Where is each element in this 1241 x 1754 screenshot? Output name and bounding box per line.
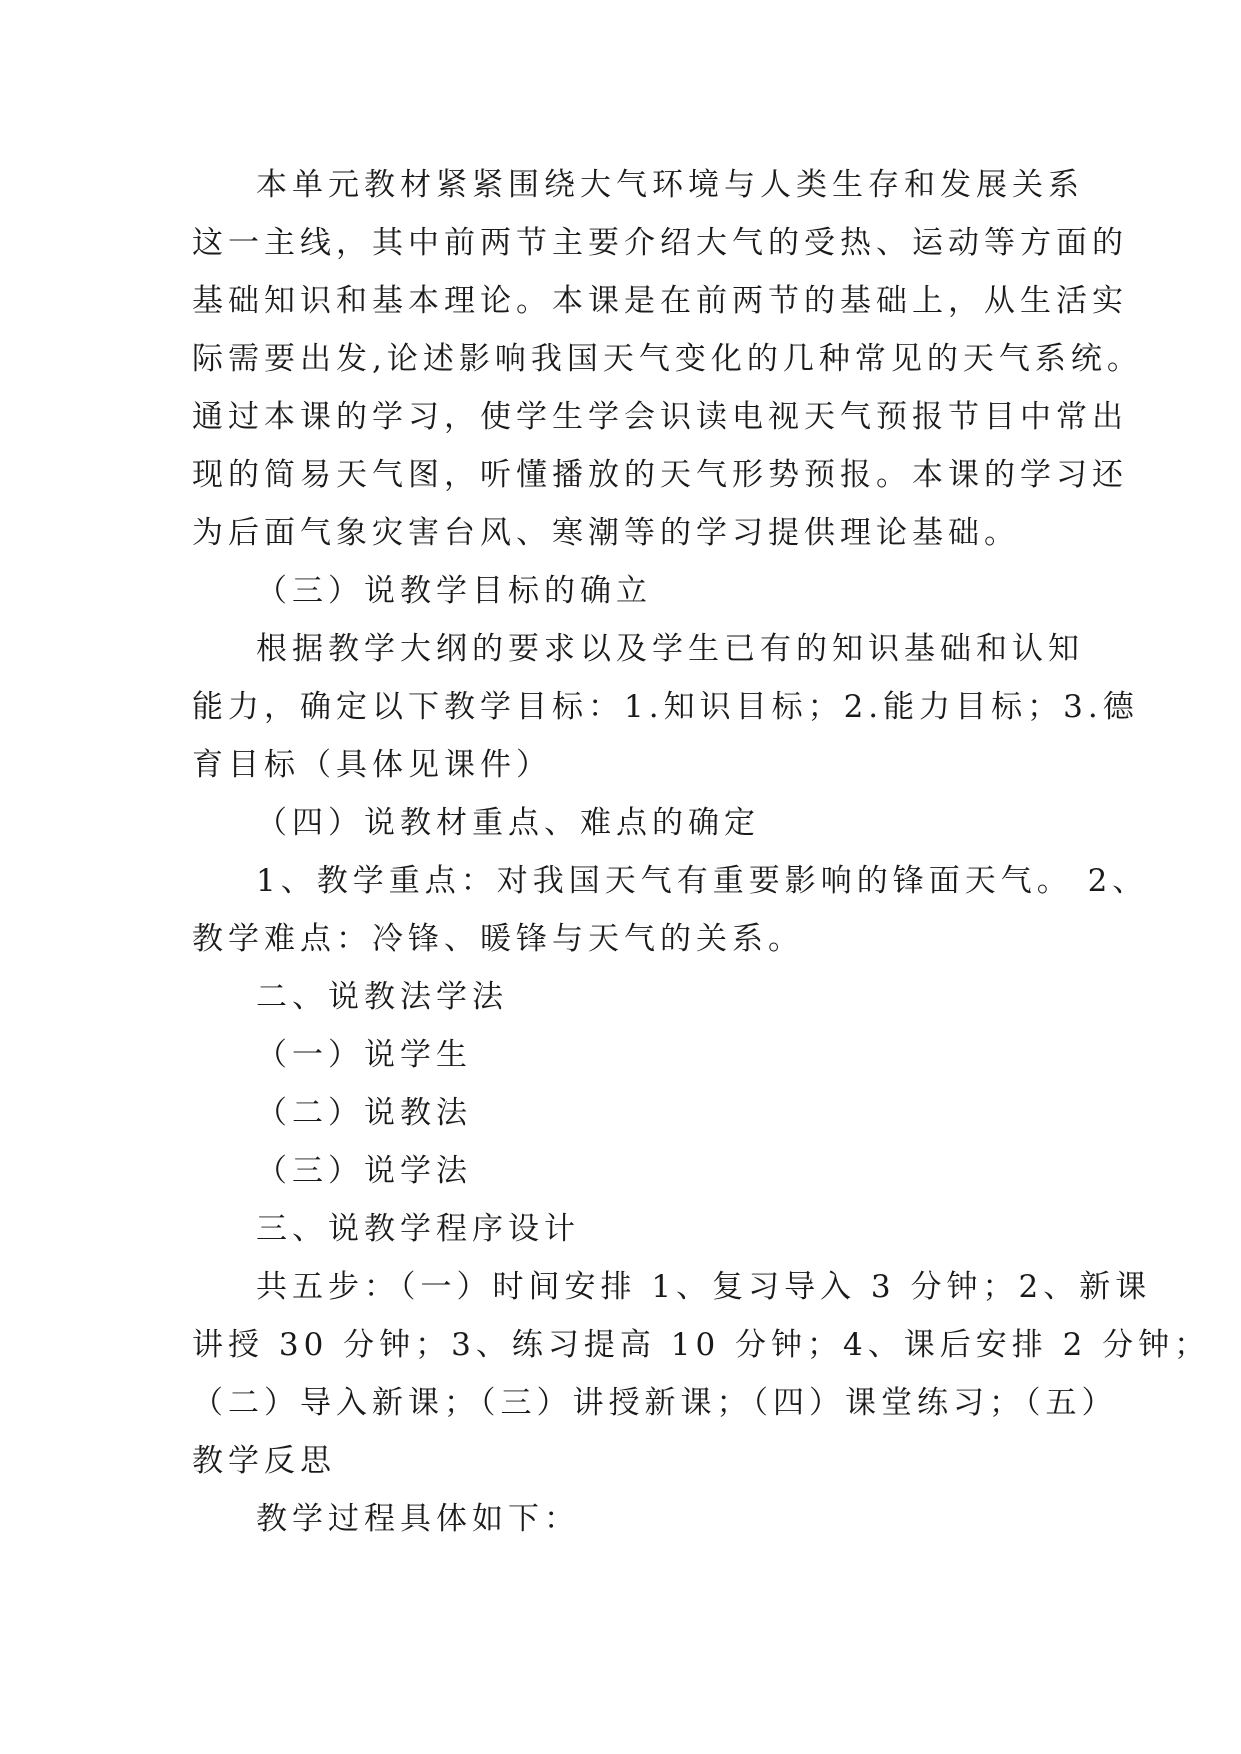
paragraph-line-13: 共五步：（一）时间安排 1、复习导入 3 分钟；2、新课 [256,1269,1152,1305]
subheading-teaching-method: （二）说教法 [256,1095,472,1131]
section-heading-methods: 二、说教法学法 [256,979,508,1015]
paragraph-line-1: 本单元教材紧紧围绕大气环境与人类生存和发展关系 [256,167,1084,203]
paragraph-line-4: 际需要出发,论述影响我国天气变化的几种常见的天气系统。 [192,341,1143,377]
subheading-learning-method: （三）说学法 [256,1153,472,1189]
section-heading-key-points: （四）说教材重点、难点的确定 [256,805,760,841]
paragraph-line-15: （二）导入新课；（三）讲授新课；（四）课堂练习；（五） [192,1385,1118,1421]
section-heading-procedure: 三、说教学程序设计 [256,1211,580,1247]
paragraph-line-11: 1、教学重点：对我国天气有重要影响的锋面天气。 2、 [256,863,1149,899]
paragraph-line-10: 育目标（具体见课件） [192,747,552,783]
paragraph-line-12: 教学难点：冷锋、暖锋与天气的关系。 [192,921,804,957]
paragraph-line-9: 能力，确定以下教学目标：1.知识目标；2.能力目标；3.德 [192,689,1139,725]
subheading-students: （一）说学生 [256,1037,472,1073]
paragraph-line-6: 现的简易天气图，听懂播放的天气形势预报。本课的学习还 [192,457,1128,493]
paragraph-line-16: 教学反思 [192,1443,336,1479]
paragraph-line-3: 基础知识和基本理论。本课是在前两节的基础上，从生活实 [192,283,1128,319]
paragraph-line-2: 这一主线，其中前两节主要介绍大气的受热、运动等方面的 [192,225,1128,261]
section-heading-objectives: （三）说教学目标的确立 [256,573,652,609]
paragraph-line-5: 通过本课的学习，使学生学会识读电视天气预报节目中常出 [192,399,1128,435]
paragraph-line-8: 根据教学大纲的要求以及学生已有的知识基础和认知 [256,631,1084,667]
paragraph-line-14: 讲授 30 分钟；3、练习提高 10 分钟；4、课后安排 2 分钟； [192,1327,1211,1363]
paragraph-line-7: 为后面气象灾害台风、寒潮等的学习提供理论基础。 [192,515,1020,551]
paragraph-line-17: 教学过程具体如下： [256,1501,580,1537]
